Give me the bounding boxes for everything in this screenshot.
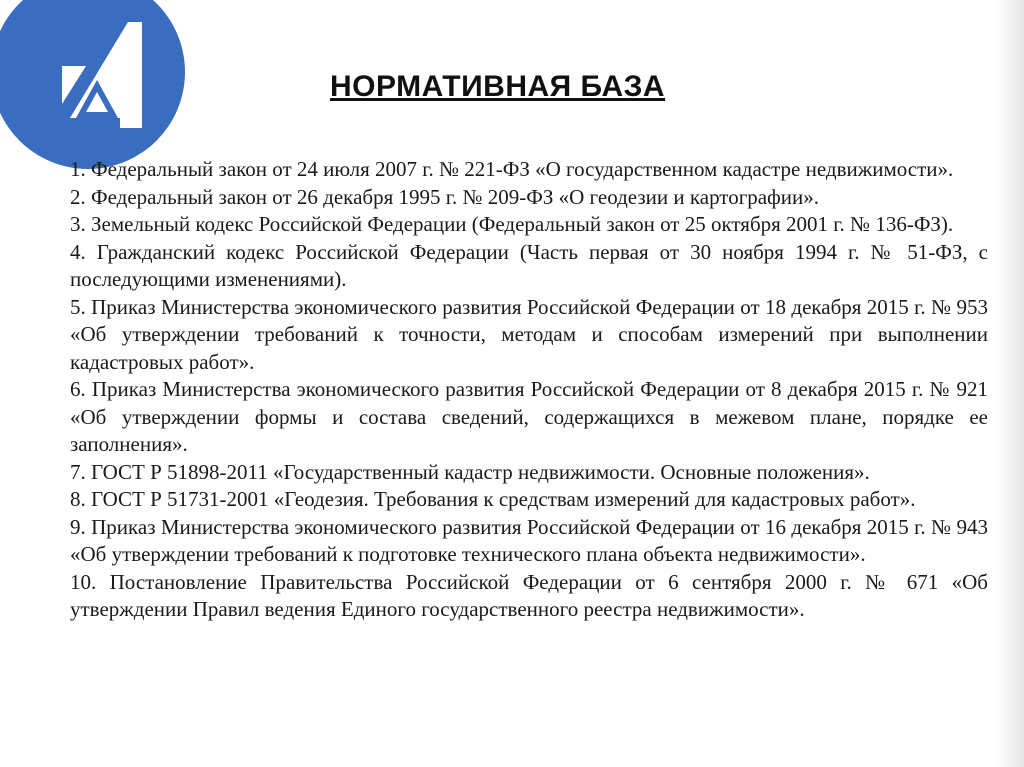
page-title: НОРМАТИВНАЯ БАЗА bbox=[330, 70, 666, 103]
page-edge-shade bbox=[996, 0, 1024, 767]
list-item: 5. Приказ Министерства экономического развития Российской Федерации от 18 декабря 2015 г. № 953 «Об утверждении требований к точности, методам и способам измерений при выполнении кадастровых работ». bbox=[70, 294, 988, 374]
regulation-list bbox=[70, 156, 988, 624]
list-item: 7. ГОСТ Р 51898-2011 «Государственный кадастр недвижимости. Основные положения». bbox=[70, 459, 870, 484]
list-item: 6. Приказ Министерства экономического развития Российской Федерации от 8 декабря 2015 г. № 921 «Об утверждении формы и состава сведений, содержащихся в межевом плане, порядке ее заполнения». bbox=[70, 377, 988, 456]
stylized-A-emblem-icon bbox=[0, 0, 185, 170]
list-item: 9. Приказ Министерства экономического развития Российской Федерации от 16 декабря 2015 г. № 943 «Об утверждении требований к подготовке технического плана объекта недвижимости». bbox=[70, 514, 988, 566]
list-item: 3. Земельный кодекс Российской Федерации (Федеральный закон от 25 октября 2001 г. № 136-ФЗ). bbox=[70, 212, 954, 236]
list-item: 8. ГОСТ Р 51731-2001 «Геодезия. Требования к средствам измерений для кадастровых работ». bbox=[70, 487, 916, 511]
list-item: 1. Федеральный закон от 24 июля 2007 г. № 221-ФЗ «О государственном кадастре недвижимости». bbox=[70, 157, 954, 181]
list-item: 4. Гражданский кодекс Российской Федерации (Часть первая от 30 ноября 1994 г. № 51-ФЗ, с последующими изменениями). bbox=[70, 239, 988, 291]
list-item: 2. Федеральный закон от 26 декабря 1995 г. № 209-ФЗ «О геодезии и картографии». bbox=[70, 184, 819, 209]
list-item: 10. Постановление Правительства Российской Федерации от 6 сентября 2000 г. № 671 «Об утверждении Правил ведения Единого государственного реестра недвижимости». bbox=[70, 569, 988, 621]
